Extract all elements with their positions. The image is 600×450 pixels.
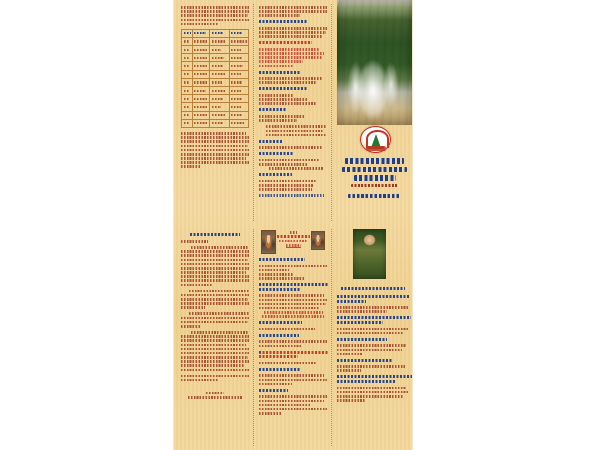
- item-heading: [259, 389, 288, 392]
- item-heading: [259, 283, 329, 286]
- section-heading: [259, 140, 282, 143]
- fold-line-2: [331, 4, 332, 221]
- item-heading: [337, 316, 411, 319]
- section-heading: [259, 41, 312, 44]
- item-heading: [337, 375, 412, 378]
- waterfall-photo: [337, 0, 412, 125]
- table-header-row: [182, 29, 249, 37]
- programme-item: [259, 368, 327, 386]
- section-heading: [259, 173, 292, 176]
- paragraph: [181, 312, 249, 327]
- acharya-portrait-photo: [353, 229, 386, 279]
- programme-item: [259, 351, 327, 365]
- item-heading: [337, 295, 410, 298]
- section-heading: [259, 152, 294, 155]
- section-heading: [259, 87, 307, 90]
- title-line-2: [342, 167, 407, 173]
- section-donation: [259, 108, 327, 136]
- table-row: [182, 111, 249, 119]
- outer-panel: [174, 0, 412, 225]
- table-row: [182, 62, 249, 70]
- item-heading: [259, 258, 305, 261]
- item-heading: [337, 359, 392, 362]
- tirtha-schedule-table: [181, 29, 249, 128]
- table-row: [182, 37, 249, 45]
- table-row: [182, 95, 249, 103]
- section-bank: [259, 152, 327, 170]
- section-heading: [259, 71, 301, 74]
- table-row: [182, 70, 249, 78]
- table-row: [182, 87, 249, 95]
- highlight-item: [337, 295, 409, 313]
- outer-left-column: [181, 6, 249, 170]
- section-venue: [259, 41, 327, 67]
- closing-paragraph: [181, 375, 249, 382]
- item-heading: [259, 334, 299, 337]
- table-row: [182, 119, 249, 127]
- deity-thumbnail-left: [261, 230, 276, 254]
- table-row: [182, 54, 249, 62]
- item-heading: [259, 321, 302, 324]
- section-phone: [259, 173, 327, 191]
- outer-right-column: [337, 0, 412, 225]
- trust-emblem: [360, 126, 391, 153]
- paragraph: [181, 290, 249, 309]
- donation-list: [259, 125, 327, 136]
- programme-header: [259, 229, 327, 255]
- inner-panel: [174, 225, 412, 450]
- programme-item: [259, 389, 327, 415]
- brochure-sheet: [174, 0, 412, 450]
- acharya-message-heading: [181, 233, 249, 236]
- programme-item: [259, 283, 327, 318]
- fold-line-4: [331, 229, 332, 446]
- programme-item: [259, 321, 327, 330]
- inner-middle-column: [259, 229, 327, 417]
- section-heading: [259, 20, 308, 23]
- intro-paragraph: [181, 6, 249, 25]
- paragraph: [181, 246, 249, 286]
- outer-middle-column: [259, 6, 327, 198]
- footer-note: [259, 194, 324, 197]
- note-paragraph: [181, 132, 249, 168]
- item-heading: [259, 368, 301, 371]
- table-row: [182, 78, 249, 86]
- section-address: [259, 71, 327, 84]
- table-row: [182, 103, 249, 111]
- fold-line-3: [253, 229, 254, 446]
- highlight-item: [337, 338, 409, 356]
- title-subtitle: [351, 184, 398, 187]
- highlight-item: [337, 359, 409, 372]
- inner-left-column: [181, 233, 249, 400]
- section-heading: [259, 108, 286, 111]
- section-committee: [259, 20, 327, 38]
- item-heading: [337, 338, 387, 341]
- highlight-item: [337, 375, 409, 401]
- signature-line-2: [188, 396, 242, 399]
- item-heading: [259, 351, 329, 354]
- signature-line-1: [206, 392, 224, 395]
- emblem-ribbon: [365, 146, 385, 151]
- signature-block: [181, 392, 249, 399]
- opening-paragraph: [259, 6, 327, 17]
- highlights-heading: [337, 287, 409, 290]
- paragraph: [181, 331, 249, 371]
- title-line-1: [345, 158, 404, 164]
- inner-right-column: [337, 229, 409, 404]
- section-website: [259, 140, 327, 149]
- salutation: [181, 240, 208, 243]
- section-registration: [259, 87, 327, 105]
- programme-item: [259, 258, 327, 280]
- highlight-item: [337, 316, 409, 334]
- title-dates: [348, 194, 401, 199]
- programme-item: [259, 334, 327, 347]
- brochure-title: [337, 158, 412, 201]
- programme-subtitle: [286, 244, 301, 248]
- fold-line-1: [253, 4, 254, 221]
- table-row: [182, 46, 249, 54]
- title-line-3: [354, 175, 396, 181]
- deity-thumbnail-right: [311, 231, 325, 250]
